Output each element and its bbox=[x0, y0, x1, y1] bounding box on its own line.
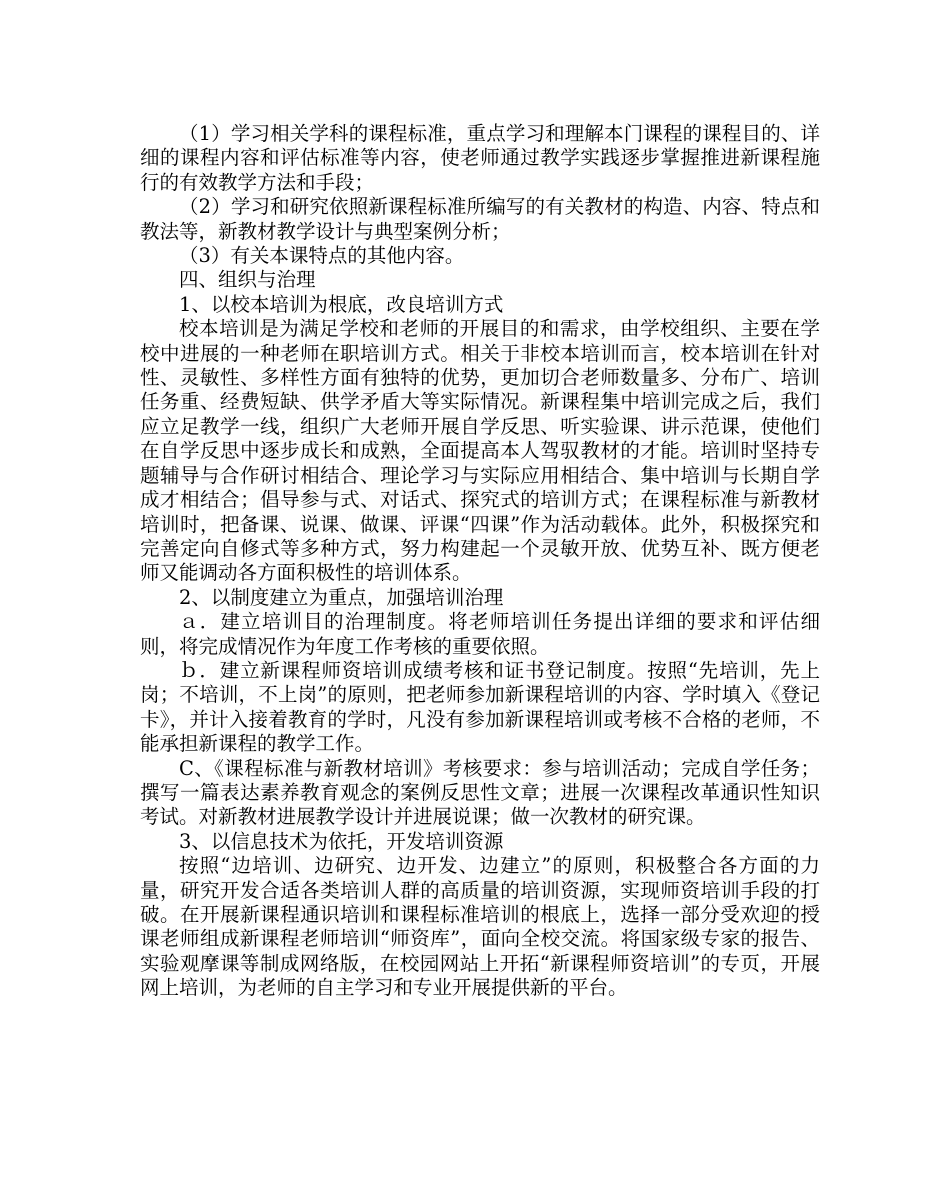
paragraph-school-based-training: 校本培训是为满足学校和老师的开展目的和需求，由学校组织、主要在学校中进展的一种老师在职培训方式。相关于非校本培训而言，校本培训在针对性、灵敏性、多样性方面有独特的优势，更加切合老师数量多、分布广、培训任务重、经费短缺、供学矛盾大等实际情况。新课程集中培训完成之后，我们应立足教学一线，组织广大老师开展自学反思、听实验课、讲示范课，使他们在自学反思中逐步成长和成熟，全面提高本人驾驭教材的才能。培训时坚持专题辅导与合作研讨相结合、理论学习与实际应用相结合、集中培训与长期自学成才相结合；倡导参与式、对话式、探究式的培训方式；在课程标准与新教材培训时，把备课、说课、做课、评课“四课”作为活动载体。此外，积极探究和完善定向自修式等多种方式，努力构建起一个灵敏开放、优势互补、既方便老师又能调动各方面积极性的培训体系。 bbox=[140, 317, 820, 585]
section-heading-organization: 四、组织与治理 bbox=[179, 268, 316, 292]
paragraph-study-standards: （1）学习相关学科的课程标准，重点学习和理解本门课程的课程目的、详细的课程内容和评估标准等内容，使老师通过教学实践逐步掌握推进新课程施行的有效教学方法和手段； bbox=[140, 122, 820, 194]
subheading-school-based-training: 1、以校本培训为根底，改良培训方式 bbox=[179, 292, 504, 316]
document-body bbox=[140, 122, 820, 1001]
paragraph-item-b: ｂ．建立新课程师资培训成绩考核和证书登记制度。按照“先培训，先上岗；不培训，不上岗”的原则，把老师参加新课程培训的内容、学时填入《登记卡》，并计入接着教育的学时，凡没有参加新课程培训或考核不合格的老师，不能承担新课程的教学工作。 bbox=[140, 658, 820, 756]
subheading-information-technology: 3、以信息技术为依托，开发培训资源 bbox=[179, 829, 504, 853]
paragraph-item-c: C、《课程标准与新教材培训》考核要求：参与培训活动；完成自学任务；撰写一篇表达素养教育观念的案例反思性文章；进展一次课程改革通识性知识考试。对新教材进展教学设计并进展说课；做一次教材的研究课。 bbox=[140, 756, 820, 829]
paragraph-other-content: （3）有关本课特点的其他内容。 bbox=[179, 244, 465, 268]
paragraph-training-resources: 按照“边培训、边研究、边开发、边建立”的原则，积极整合各方面的力量，研究开发合适各类培训人群的高质量的培训资源，实现师资培训手段的打破。在开展新课程通识培训和课程标准培训的根底上，选择一部分受欢迎的授课老师组成新课程老师培训“师资库”，面向全校交流。将国家级专家的报告、实验观摩课等制成网络版，在校园网站上开拓“新课程师资培训”的专页，开展网上培训，为老师的自主学习和专业开展提供新的平台。 bbox=[140, 854, 820, 1000]
paragraph-item-a: ａ．建立培训目的治理制度。将老师培训任务提出详细的要求和评估细则，将完成情况作为年度工作考核的重要依照。 bbox=[140, 610, 820, 658]
paragraph-study-materials: （2）学习和研究依照新课程标准所编写的有关教材的构造、内容、特点和教法等，新教材教学设计与典型案例分析； bbox=[140, 195, 820, 243]
subheading-system-building: 2、以制度建立为重点，加强培训治理 bbox=[179, 585, 504, 609]
